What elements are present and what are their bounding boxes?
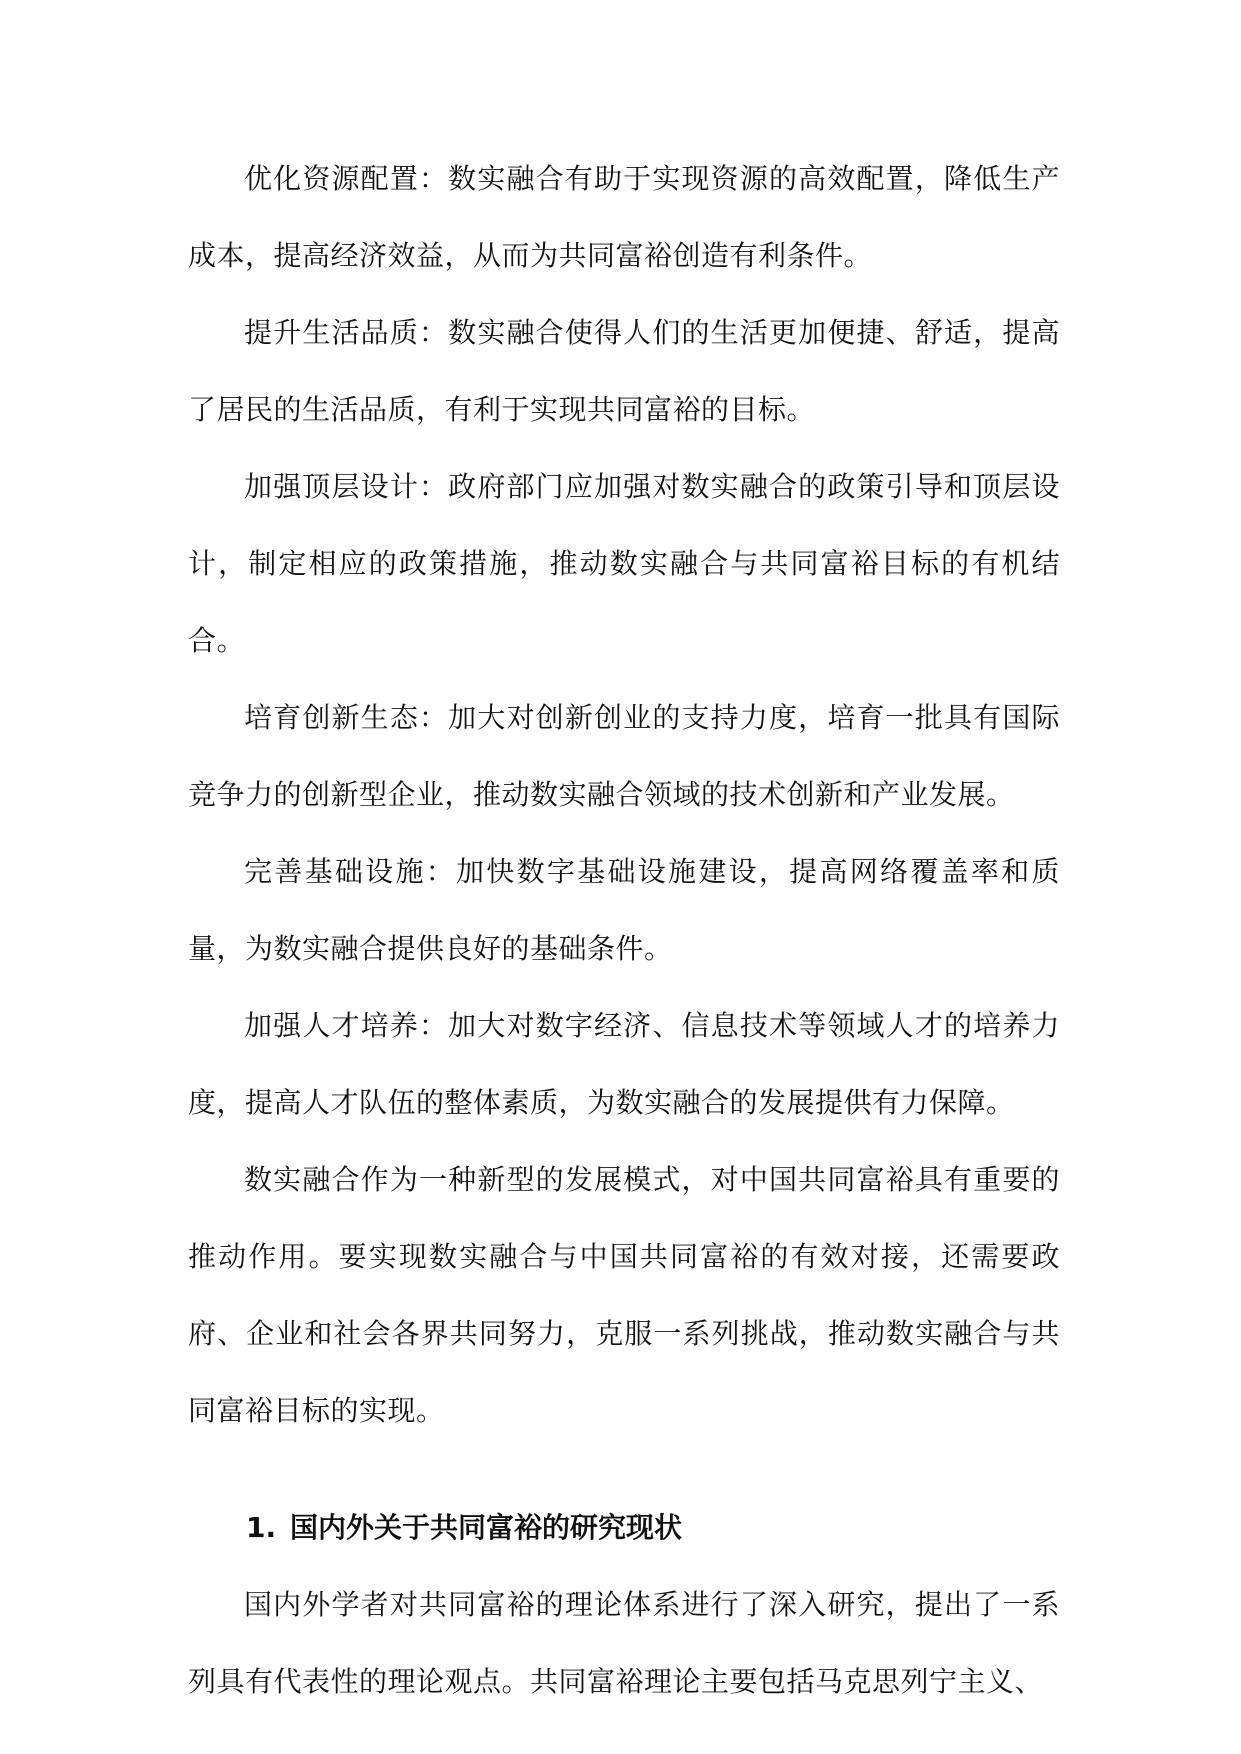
section-heading bbox=[188, 1489, 1060, 1566]
paragraph-infrastructure: 完善基础设施：加快数字基础设施建设，提高网络覆盖率和质量，为数实融合提供良好的基础条件。 bbox=[188, 855, 1060, 965]
paragraph-improve-living-quality: 提升生活品质：数实融合使得人们的生活更加便捷、舒适，提高了居民的生活品质，有利于实现共同富裕的目标。 bbox=[188, 316, 1060, 426]
section-title: 国内外关于共同富裕的研究现状 bbox=[290, 1511, 683, 1544]
paragraph-talent-cultivation: 加强人才培养：加大对数字经济、信息技术等领域人才的培养力度，提高人才队伍的整体素质，为数实融合的发展提供有力保障。 bbox=[188, 1009, 1060, 1119]
paragraph-conclusion: 数实融合作为一种新型的发展模式，对中国共同富裕具有重要的推动作用。要实现数实融合与中国共同富裕的有效对接，还需要政府、企业和社会各界共同努力，克服一系列挑战，推动数实融合与共同富裕目标的实现。 bbox=[188, 1163, 1060, 1427]
paragraph-optimize-resources: 优化资源配置：数实融合有助于实现资源的高效配置，降低生产成本，提高经济效益，从而为共同富裕创造有利条件。 bbox=[188, 162, 1060, 272]
document-body bbox=[188, 140, 1060, 1720]
paragraph-innovation-ecosystem: 培育创新生态：加大对创新创业的支持力度，培育一批具有国际竞争力的创新型企业，推动数实融合领域的技术创新和产业发展。 bbox=[188, 701, 1060, 811]
paragraph-top-level-design: 加强顶层设计：政府部门应加强对数实融合的政策引导和顶层设计，制定相应的政策措施，推动数实融合与共同富裕目标的有机结合。 bbox=[188, 470, 1060, 657]
paragraph-research-status: 国内外学者对共同富裕的理论体系进行了深入研究，提出了一系列具有代表性的理论观点。共同富裕理论主要包括马克思列宁主义、 bbox=[188, 1588, 1060, 1698]
section-number: 1. bbox=[246, 1511, 277, 1544]
